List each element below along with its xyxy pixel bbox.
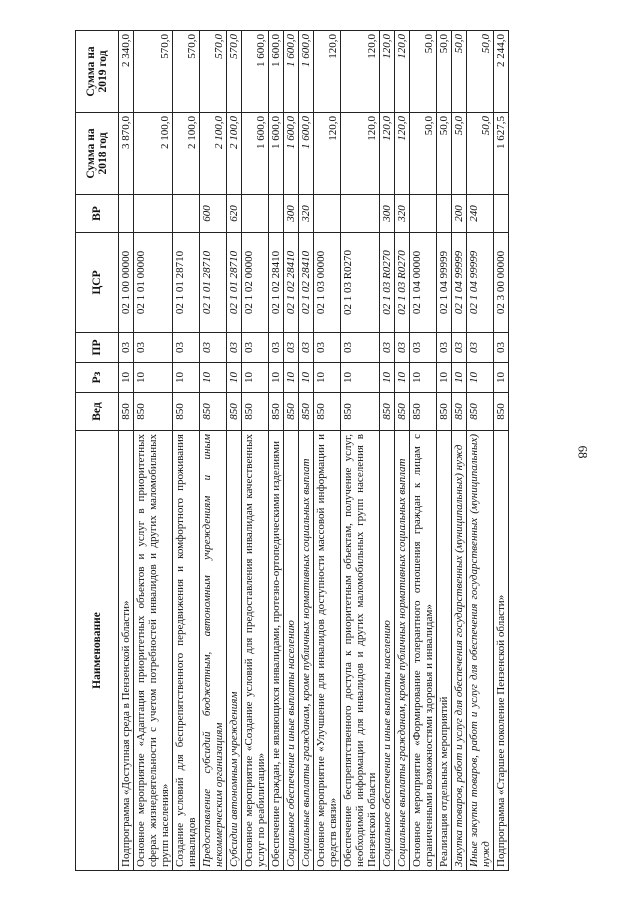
cell-sum-2019: 120,0 — [341, 31, 380, 113]
table-row — [134, 31, 173, 871]
cell-csr: 02 1 03 R0270 — [341, 233, 380, 333]
cell-ved: 850 — [314, 393, 341, 431]
cell-csr: 02 1 01 28710 — [200, 233, 227, 333]
cell-csr: 02 1 04 99999 — [467, 233, 494, 333]
cell-sum-2018: 120,0 — [395, 113, 410, 195]
cell-name: Закупка товаров, работ и услуг для обеспечения государственных (муниципальных) нужд — [452, 431, 467, 871]
cell-pr: 03 — [494, 333, 509, 363]
cell-ved: 850 — [467, 393, 494, 431]
cell-ved: 850 — [452, 393, 467, 431]
page-number: 68 — [575, 445, 591, 459]
table-row — [269, 31, 284, 871]
cell-vr: 320 — [395, 195, 410, 233]
cell-sum-2019: 50,0 — [452, 31, 467, 113]
cell-sum-2018: 120,0 — [314, 113, 341, 195]
cell-pr: 03 — [134, 333, 173, 363]
cell-ved: 850 — [134, 393, 173, 431]
cell-csr: 02 1 03 R0270 — [395, 233, 410, 333]
cell-csr: 02 1 03 00000 — [314, 233, 341, 333]
table-row — [284, 31, 299, 871]
cell-vr — [314, 195, 341, 233]
cell-sum-2019: 50,0 — [467, 31, 494, 113]
cell-rz: 10 — [452, 363, 467, 393]
table-row — [395, 31, 410, 871]
table-row — [242, 31, 269, 871]
header-ved: Вед — [76, 393, 119, 431]
cell-ved: 850 — [242, 393, 269, 431]
cell-rz: 10 — [200, 363, 227, 393]
table-header-row — [76, 31, 119, 871]
cell-csr: 02 1 02 28410 — [269, 233, 284, 333]
header-name: Наименование — [76, 431, 119, 871]
cell-csr: 02 1 03 R0270 — [380, 233, 395, 333]
cell-pr: 03 — [437, 333, 452, 363]
header-rz: Рз — [76, 363, 119, 393]
cell-vr: 300 — [284, 195, 299, 233]
cell-pr: 03 — [200, 333, 227, 363]
cell-rz: 10 — [227, 363, 242, 393]
cell-rz: 10 — [380, 363, 395, 393]
table-row — [173, 31, 200, 871]
cell-name: Обеспечение беспрепятственного доступа к приоритетным объектам, получение услуг, необходимой информации для инвалидов и других маломобильных групп населения в Пензенской области — [341, 431, 380, 871]
cell-name: Основное мероприятие «Улучшение для инвалидов доступности массовой информации и средств связи» — [314, 431, 341, 871]
cell-ved: 850 — [119, 393, 134, 431]
cell-name: Социальные выплаты гражданам, кроме публичных нормативных социальных выплат — [299, 431, 314, 871]
cell-pr: 03 — [299, 333, 314, 363]
cell-vr — [341, 195, 380, 233]
cell-pr: 03 — [242, 333, 269, 363]
cell-sum-2019: 120,0 — [395, 31, 410, 113]
cell-rz: 10 — [299, 363, 314, 393]
cell-rz: 10 — [173, 363, 200, 393]
cell-ved: 850 — [299, 393, 314, 431]
cell-pr: 03 — [227, 333, 242, 363]
cell-csr: 02 1 01 28710 — [173, 233, 200, 333]
cell-vr — [410, 195, 437, 233]
table-row — [452, 31, 467, 871]
cell-sum-2019: 50,0 — [437, 31, 452, 113]
cell-vr — [134, 195, 173, 233]
cell-sum-2019: 1 600,0 — [269, 31, 284, 113]
cell-ved: 850 — [437, 393, 452, 431]
cell-ved: 850 — [173, 393, 200, 431]
cell-sum-2018: 1 600,0 — [269, 113, 284, 195]
cell-name: Социальное обеспечение и иные выплаты населению — [284, 431, 299, 871]
cell-rz: 10 — [119, 363, 134, 393]
cell-sum-2018: 1 600,0 — [242, 113, 269, 195]
cell-name: Социальное обеспечение и иные выплаты населению — [380, 431, 395, 871]
table-row — [341, 31, 380, 871]
table-row — [200, 31, 227, 871]
cell-sum-2019: 570,0 — [227, 31, 242, 113]
header-pr: ПР — [76, 333, 119, 363]
cell-vr: 620 — [227, 195, 242, 233]
cell-vr — [494, 195, 509, 233]
cell-vr — [173, 195, 200, 233]
cell-rz: 10 — [395, 363, 410, 393]
cell-pr: 03 — [173, 333, 200, 363]
table-row — [119, 31, 134, 871]
cell-sum-2018: 50,0 — [452, 113, 467, 195]
cell-sum-2019: 2 244,0 — [494, 31, 509, 113]
cell-sum-2018: 2 100,0 — [134, 113, 173, 195]
cell-sum-2018: 1 627,5 — [494, 113, 509, 195]
cell-ved: 850 — [341, 393, 380, 431]
cell-sum-2018: 3 870,0 — [119, 113, 134, 195]
cell-rz: 10 — [134, 363, 173, 393]
table-row — [227, 31, 242, 871]
cell-rz: 10 — [314, 363, 341, 393]
rotated-table-container — [75, 31, 563, 871]
cell-sum-2018: 120,0 — [341, 113, 380, 195]
cell-csr: 02 1 02 00000 — [242, 233, 269, 333]
cell-sum-2019: 570,0 — [173, 31, 200, 113]
cell-sum-2018: 50,0 — [437, 113, 452, 195]
cell-rz: 10 — [494, 363, 509, 393]
table-row — [410, 31, 437, 871]
cell-sum-2019: 1 600,0 — [284, 31, 299, 113]
cell-vr: 300 — [380, 195, 395, 233]
cell-name: Основное мероприятие «Формирование толерантного отношения граждан к лицам с ограниченными возможностями здоровья и инвалидам» — [410, 431, 437, 871]
cell-pr: 03 — [119, 333, 134, 363]
cell-rz: 10 — [284, 363, 299, 393]
table-body — [119, 31, 509, 871]
table-row — [380, 31, 395, 871]
cell-sum-2019: 570,0 — [200, 31, 227, 113]
cell-pr: 03 — [467, 333, 494, 363]
cell-pr: 03 — [452, 333, 467, 363]
cell-ved: 850 — [200, 393, 227, 431]
cell-sum-2019: 570,0 — [134, 31, 173, 113]
cell-name: Социальные выплаты гражданам, кроме публичных нормативных социальных выплат — [395, 431, 410, 871]
cell-name: Подпрограмма «Старшее поколение Пензенской области» — [494, 431, 509, 871]
cell-name: Реализация отдельных мероприятий — [437, 431, 452, 871]
cell-sum-2019: 2 340,0 — [119, 31, 134, 113]
cell-vr: 600 — [200, 195, 227, 233]
table-row — [437, 31, 452, 871]
cell-name: Предоставление субсидий бюджетным, автономным учреждениям и иным некоммерческим организациям — [200, 431, 227, 871]
budget-table — [75, 30, 509, 871]
cell-csr: 02 1 01 28710 — [227, 233, 242, 333]
cell-rz: 10 — [437, 363, 452, 393]
cell-vr: 240 — [467, 195, 494, 233]
cell-csr: 02 1 00 00000 — [119, 233, 134, 333]
cell-pr: 03 — [269, 333, 284, 363]
cell-name: Создание условий для беспрепятственного передвижения и комфортного проживания инвалидов — [173, 431, 200, 871]
cell-sum-2018: 2 100,0 — [200, 113, 227, 195]
cell-sum-2018: 50,0 — [467, 113, 494, 195]
cell-csr: 02 1 02 28410 — [284, 233, 299, 333]
cell-vr: 320 — [299, 195, 314, 233]
cell-sum-2019: 1 600,0 — [242, 31, 269, 113]
cell-sum-2018: 50,0 — [410, 113, 437, 195]
cell-rz: 10 — [410, 363, 437, 393]
cell-sum-2018: 1 600,0 — [284, 113, 299, 195]
table-row — [299, 31, 314, 871]
cell-sum-2018: 2 100,0 — [227, 113, 242, 195]
cell-ved: 850 — [380, 393, 395, 431]
page-content — [75, 31, 563, 871]
cell-sum-2018: 120,0 — [380, 113, 395, 195]
cell-sum-2018: 1 600,0 — [299, 113, 314, 195]
cell-rz: 10 — [269, 363, 284, 393]
table-row — [494, 31, 509, 871]
cell-ved: 850 — [410, 393, 437, 431]
cell-csr: 02 1 01 00000 — [134, 233, 173, 333]
cell-pr: 03 — [395, 333, 410, 363]
table-row — [467, 31, 494, 871]
cell-ved: 850 — [284, 393, 299, 431]
cell-csr: 02 1 04 99999 — [452, 233, 467, 333]
header-csr: ЦСР — [76, 233, 119, 333]
cell-csr: 02 1 04 99999 — [437, 233, 452, 333]
cell-vr — [269, 195, 284, 233]
cell-sum-2019: 120,0 — [380, 31, 395, 113]
cell-pr: 03 — [410, 333, 437, 363]
cell-csr: 02 3 00 00000 — [494, 233, 509, 333]
cell-rz: 10 — [467, 363, 494, 393]
cell-name: Подпрограмма «Доступная среда в Пензенской области» — [119, 431, 134, 871]
cell-rz: 10 — [341, 363, 380, 393]
table-row — [314, 31, 341, 871]
cell-pr: 03 — [284, 333, 299, 363]
cell-name: Основное мероприятие «Адаптация приоритетных объектов и услуг в приоритетных сферах жизнедеятельности с учетом потребностей инвалидов и других маломобильных групп населения» — [134, 431, 173, 871]
cell-ved: 850 — [395, 393, 410, 431]
cell-name: Субсидии автономным учреждениям — [227, 431, 242, 871]
cell-rz: 10 — [242, 363, 269, 393]
cell-name: Основное мероприятие «Создание условий для предоставления инвалидам качественных услуг по реабилитации» — [242, 431, 269, 871]
cell-pr: 03 — [341, 333, 380, 363]
cell-vr: 200 — [452, 195, 467, 233]
cell-pr: 03 — [380, 333, 395, 363]
cell-sum-2018: 2 100,0 — [173, 113, 200, 195]
cell-vr — [437, 195, 452, 233]
cell-sum-2019: 1 600,0 — [299, 31, 314, 113]
header-sum-2018: Сумма на 2018 год — [76, 113, 119, 195]
cell-ved: 850 — [227, 393, 242, 431]
cell-sum-2019: 50,0 — [410, 31, 437, 113]
cell-ved: 850 — [269, 393, 284, 431]
cell-vr — [119, 195, 134, 233]
cell-vr — [242, 195, 269, 233]
cell-sum-2019: 120,0 — [314, 31, 341, 113]
cell-pr: 03 — [314, 333, 341, 363]
header-vr: ВР — [76, 195, 119, 233]
cell-name: Обеспечение граждан, не являющихся инвалидами, протезно-ортопедическими изделиями — [269, 431, 284, 871]
header-sum-2019: Сумма на 2019 год — [76, 31, 119, 113]
cell-ved: 850 — [494, 393, 509, 431]
cell-name: Иные закупки товаров, работ и услуг для обеспечения государственных (муниципальных) нужд — [467, 431, 494, 871]
cell-csr: 02 1 02 28410 — [299, 233, 314, 333]
cell-csr: 02 1 04 00000 — [410, 233, 437, 333]
